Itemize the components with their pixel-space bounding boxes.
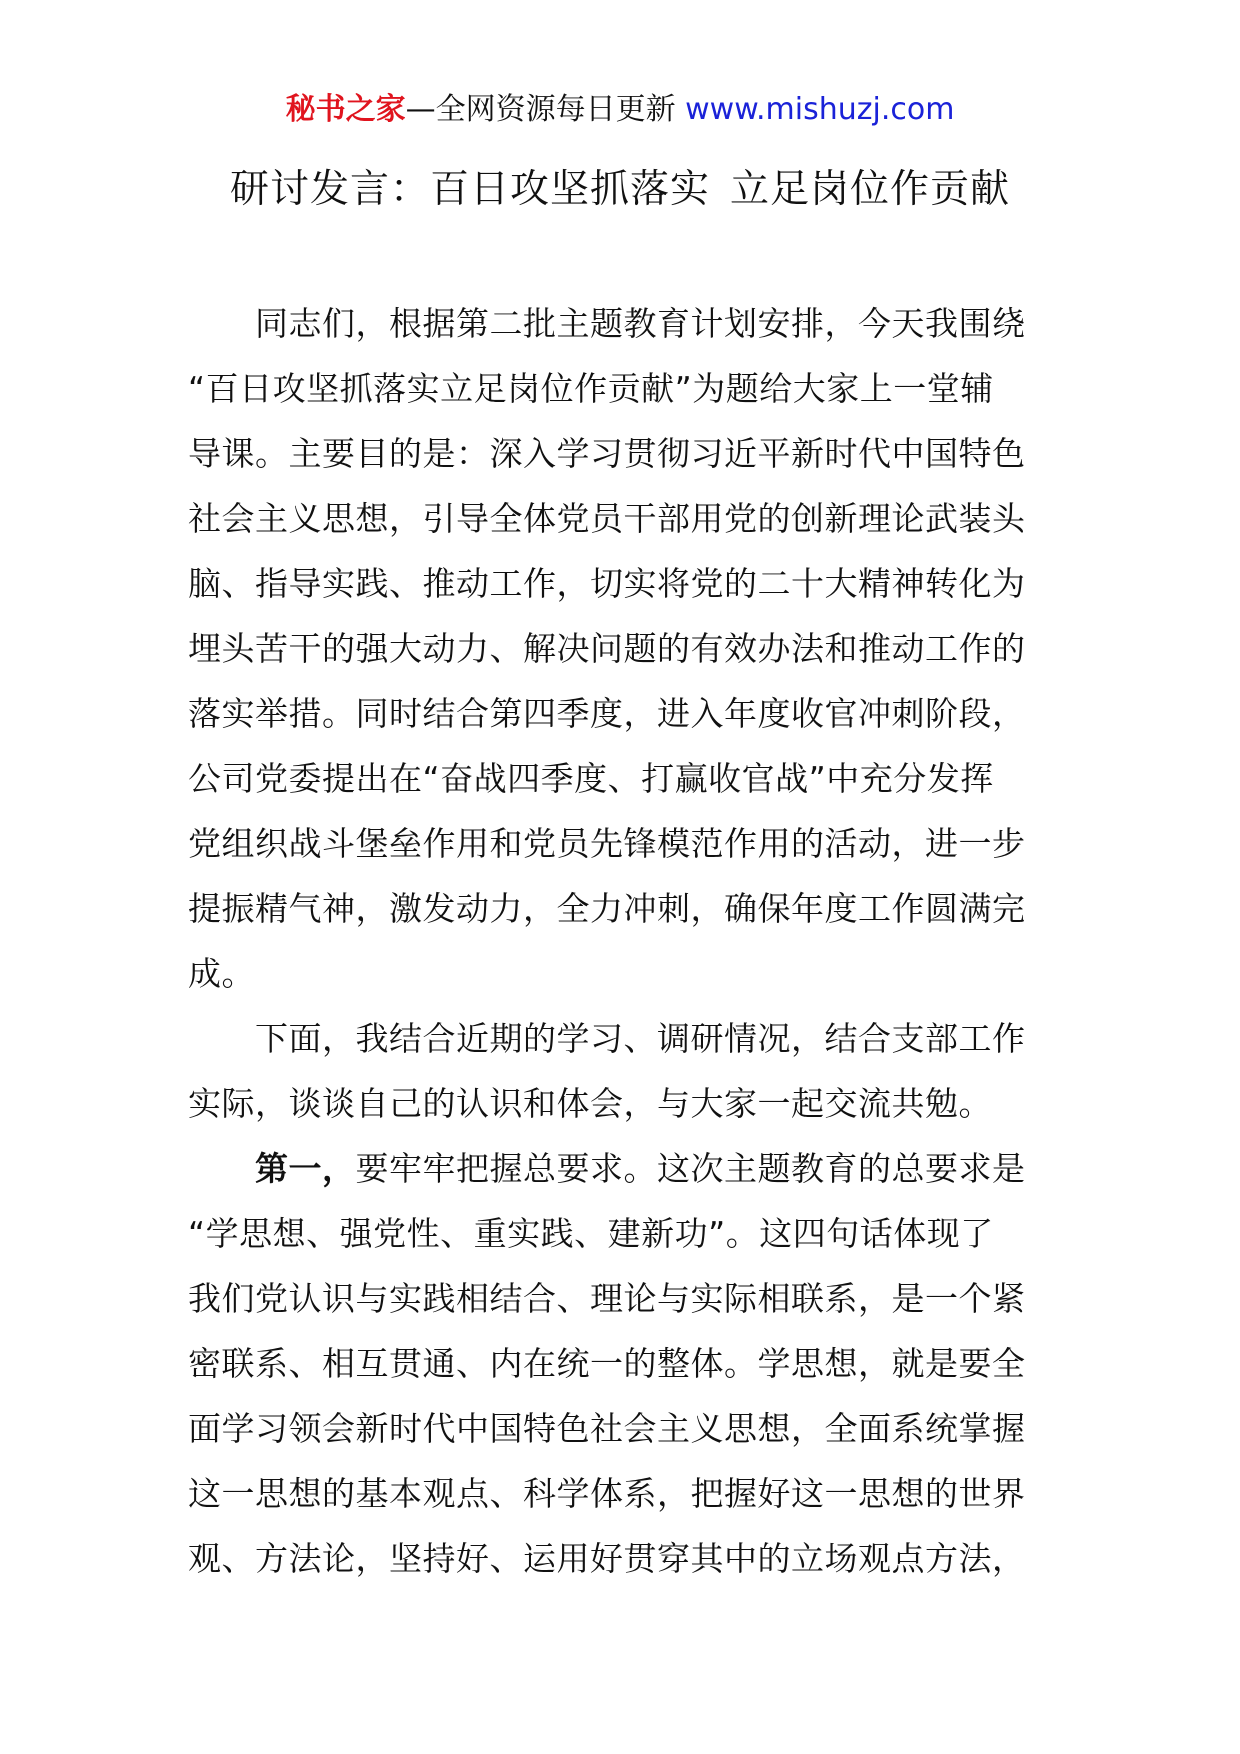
paragraph-line: 下面，我结合近期的学习、调研情况，结合支部工作 [255, 1019, 1026, 1058]
paragraph-line: 社会主义思想，引导全体党员干部用党的创新理论武装头 [188, 499, 1026, 538]
paragraph-line: 提振精气神，激发动力，全力冲刺，确保年度工作圆满完 [188, 889, 1026, 928]
title-part-1: 研讨发言：百日攻坚抓落实 [229, 167, 710, 212]
paragraph-line: 面学习领会新时代中国特色社会主义思想，全面系统掌握 [188, 1409, 1026, 1448]
title-part-2: 立足岗位作贡献 [730, 167, 1011, 212]
paragraph-line: “学思想、强党性、重实践、建新功”。这四句话体现了 [188, 1214, 994, 1253]
site-tagline: —全网资源每日更新 [405, 92, 686, 127]
site-url-link[interactable]: www.mishuzj.com [685, 92, 955, 127]
paragraph-line: 公司党委提出在“奋战四季度、打赢收官战”中充分发挥 [188, 759, 994, 798]
document-title [0, 162, 1240, 218]
paragraph-line: 同志们，根据第二批主题教育计划安排，今天我围绕 [255, 304, 1026, 343]
paragraph-line: 落实举措。同时结合第四季度，进入年度收官冲刺阶段， [188, 694, 1026, 733]
paragraph-line: 我们党认识与实践相结合、理论与实际相联系，是一个紧 [188, 1279, 1026, 1318]
paragraph-line: 党组织战斗堡垒作用和党员先锋模范作用的活动，进一步 [188, 824, 1026, 863]
site-brand: 秘书之家 [285, 92, 406, 127]
paragraph-line: “百日攻坚抓落实立足岗位作贡献”为题给大家上一堂辅 [188, 369, 994, 408]
document-body [188, 291, 1054, 1591]
paragraph-line: 观、方法论，坚持好、运用好贯穿其中的立场观点方法， [188, 1539, 1026, 1578]
paragraph-line: 这一思想的基本观点、科学体系，把握好这一思想的世界 [188, 1474, 1026, 1513]
section-lead: 第一， [255, 1149, 356, 1188]
paragraph-line: 导课。主要目的是：深入学习贯彻习近平新时代中国特色 [188, 434, 1026, 473]
site-header [0, 88, 1240, 132]
paragraph-line: 脑、指导实践、推动工作，切实将党的二十大精神转化为 [188, 564, 1026, 603]
paragraph-line: 实际，谈谈自己的认识和体会，与大家一起交流共勉。 [188, 1084, 992, 1123]
section-lead-text: 要牢牢把握总要求。这次主题教育的总要求是 [355, 1149, 1026, 1188]
paragraph-line [188, 1136, 1054, 1201]
paragraph-line: 密联系、相互贯通、内在统一的整体。学思想，就是要全 [188, 1344, 1026, 1383]
paragraph-line: 成。 [188, 954, 255, 993]
paragraph-line: 埋头苦干的强大动力、解决问题的有效办法和推动工作的 [188, 629, 1026, 668]
